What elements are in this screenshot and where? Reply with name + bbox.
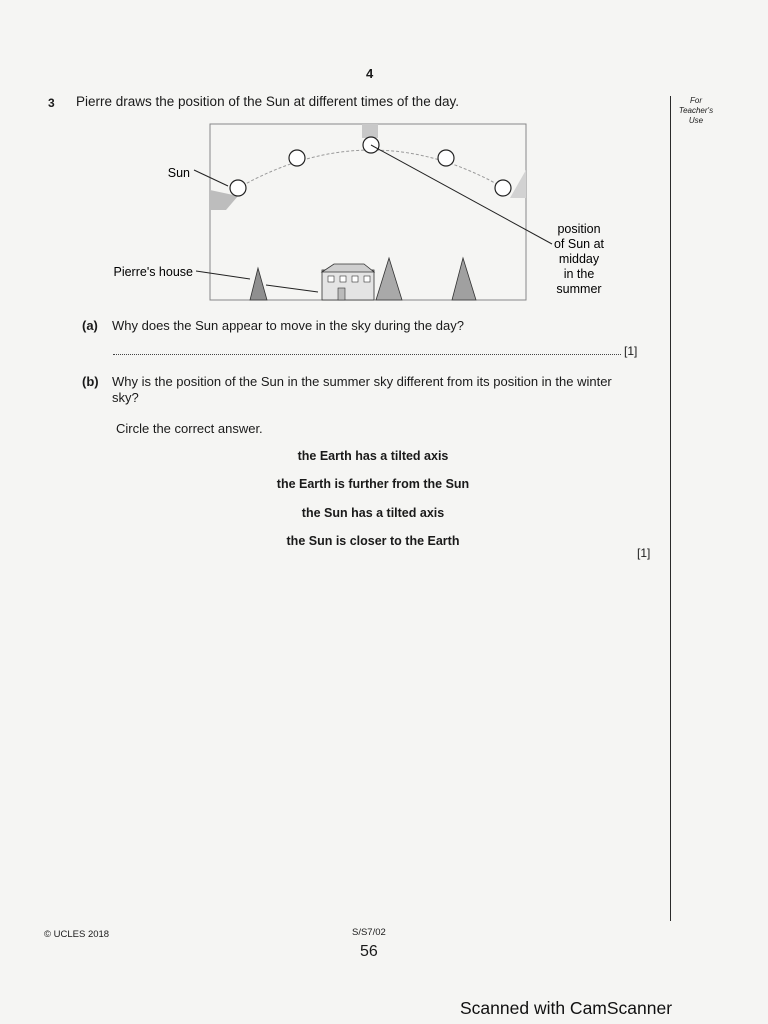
part-b-question-line-1: Why is the position of the Sun in the summer sky different from its position in the winter (112, 374, 612, 389)
sun-path-diagram (0, 0, 768, 310)
tree-2 (376, 258, 402, 300)
answer-option-4[interactable]: the Sun is closer to the Earth (286, 534, 460, 548)
midday-label-line-4: in the (563, 267, 595, 281)
question-number: 3 (48, 96, 55, 110)
sun-position-2 (289, 150, 305, 166)
diagram-shading-right (510, 170, 526, 198)
tree-3 (452, 258, 476, 300)
copyright: © UCLES 2018 (44, 929, 110, 940)
house-leader-line-2 (266, 285, 318, 292)
sun-label: Sun (167, 166, 190, 180)
part-b-instruction: Circle the correct answer. (116, 421, 263, 436)
midday-label-line-1: position (557, 222, 601, 236)
page-number: 4 (366, 66, 374, 81)
part-a-answer-line[interactable] (113, 346, 621, 355)
part-a-question: Why does the Sun appear to move in the sky during the day? (112, 318, 464, 333)
midday-label-line-5: summer (556, 282, 602, 296)
question-stem: Pierre draws the position of the Sun at different times of the day. (76, 94, 459, 109)
teacher-use-label: For Teacher's Use (678, 96, 714, 125)
sun-position-1 (230, 180, 246, 196)
house-icon (322, 264, 374, 300)
sun-leader-line (194, 170, 228, 186)
part-b-label: (b) (82, 374, 99, 389)
midday-label-line-2: of Sun at (553, 237, 605, 251)
sun-position-5 (495, 180, 511, 196)
tree-1 (250, 268, 267, 300)
part-a-mark: [1] (624, 344, 638, 358)
part-b-question-line-2: sky? (112, 390, 139, 405)
answer-option-1[interactable]: the Earth has a tilted axis (297, 449, 449, 463)
sun-path-arc (238, 150, 504, 188)
sun-position-4 (438, 150, 454, 166)
diagram-top-shading (362, 124, 378, 138)
answer-option-2[interactable]: the Earth is further from the Sun (276, 477, 470, 491)
paper-code: S/S7/02 (352, 927, 386, 938)
house-leader-line (196, 271, 250, 279)
part-b-mark: [1] (637, 546, 651, 560)
midday-label-line-3: midday (558, 252, 600, 266)
scanner-watermark: Scanned with CamScanner (460, 998, 673, 1018)
house-label: Pierre's house (113, 265, 193, 279)
handwritten-page-number: 56 (360, 943, 378, 960)
answer-option-3[interactable]: the Sun has a tilted axis (301, 506, 445, 520)
part-a-label: (a) (82, 318, 98, 333)
